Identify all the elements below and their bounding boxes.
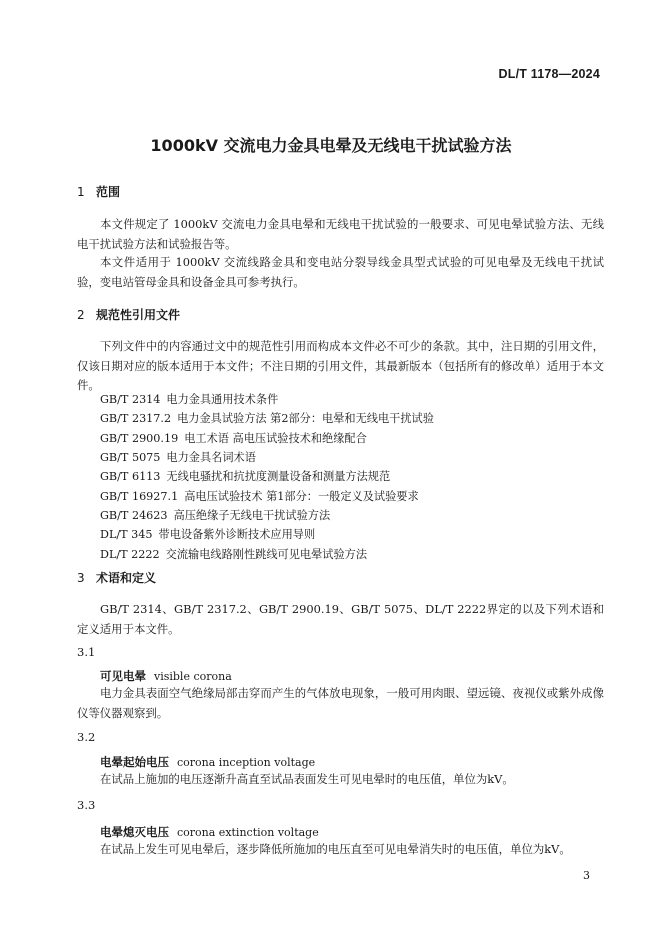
reference-code: GB/T 6113 <box>100 470 161 484</box>
section-number: 2 <box>77 308 85 322</box>
normative-references-intro: 下列文件中的内容通过文中的规范性引用而构成本文件必不可少的条款。其中，注日期的引用文件，仅该日期对应的版本适用于本文件；不注日期的引用文件，其最新版本（包括所有的修改单）适用于本文件。 <box>77 339 604 392</box>
reference-title: 高电压试验技术 第1部分：一般定义及试验要求 <box>184 489 419 503</box>
reference-item <box>100 545 434 564</box>
term-definition: 电力金具表面空气绝缘局部击穿而产生的气体放电现象，一般可用肉眼、望远镜、夜视仪或紫外成像仪等仪器观察到。 <box>77 686 604 720</box>
reference-item <box>100 487 434 506</box>
term-en: visible corona <box>154 670 232 683</box>
reference-title: 电力金具试验方法 第2部分：电晕和无线电干扰试验 <box>177 412 434 426</box>
reference-item <box>100 525 434 544</box>
term-en: corona extinction voltage <box>177 826 319 839</box>
section-2-heading <box>77 306 180 323</box>
reference-title: 带电设备紫外诊断技术应用导则 <box>158 528 316 542</box>
standard-code: DL/T 1178—2024 <box>498 67 600 81</box>
reference-code: GB/T 24623 <box>100 509 168 523</box>
term-zh: 电晕熄灭电压 <box>100 825 169 839</box>
term-heading <box>100 668 232 684</box>
section-number: 1 <box>77 185 85 199</box>
reference-code: GB/T 5075 <box>100 451 161 465</box>
term-heading <box>100 824 319 840</box>
reference-title: 电工术语 高电压试验技术和绝缘配合 <box>184 431 367 445</box>
term-zh: 可见电晕 <box>100 669 146 683</box>
term-number: 3.2 <box>77 730 96 744</box>
reference-title: 电力金具通用技术条件 <box>166 393 279 406</box>
term-number: 3.3 <box>77 798 96 812</box>
reference-code: GB/T 16927.1 <box>100 489 179 503</box>
reference-list <box>100 390 434 564</box>
scope-paragraph-1: 本文件规定了 1000kV 交流电力金具电晕和无线电干扰试验的一般要求、可见电晕试验方法、无线电干扰试验方法和试验报告等。 <box>77 217 604 251</box>
reference-title: 高压绝缘子无线电干扰试验方法 <box>173 509 331 523</box>
reference-code: GB/T 2317.2 <box>100 412 172 426</box>
reference-code: DL/T 2222 <box>100 547 160 561</box>
reference-title: 无线电骚扰和抗扰度测量设备和测量方法规范 <box>166 470 391 484</box>
section-title: 范围 <box>96 185 121 199</box>
section-1-heading <box>77 183 120 200</box>
reference-item <box>100 448 434 467</box>
reference-item <box>100 409 434 428</box>
reference-item <box>100 429 434 448</box>
scope-paragraph-2: 本文件适用于 1000kV 交流线路金具和变电站分裂导线金具型式试验的可见电晕及无线电干扰试验，变电站管母金具和设备金具可参考执行。 <box>77 255 604 289</box>
page-number: 3 <box>583 869 590 882</box>
reference-code: GB/T 2314 <box>100 393 161 406</box>
reference-title: 交流输电线路刚性跳线可见电晕试验方法 <box>165 547 368 561</box>
term-zh: 电晕起始电压 <box>100 755 169 769</box>
reference-code: GB/T 2900.19 <box>100 431 179 445</box>
term-en: corona inception voltage <box>177 756 316 769</box>
document-title: 1000kV 交流电力金具电晕及无线电干扰试验方法 <box>150 136 512 155</box>
term-definition: 在试品上施加的电压逐渐升高直至试品表面发生可见电晕时的电压值，单位为kV。 <box>100 772 514 786</box>
reference-item <box>100 467 434 486</box>
section-number: 3 <box>77 571 85 585</box>
section-title: 术语和定义 <box>96 571 157 585</box>
term-number: 3.1 <box>77 645 96 659</box>
reference-code: DL/T 345 <box>100 528 153 542</box>
terms-intro: GB/T 2314、GB/T 2317.2、GB/T 2900.19、GB/T 5075、DL/T 2222界定的以及下列术语和定义适用于本文件。 <box>77 602 604 636</box>
section-3-heading <box>77 569 156 586</box>
term-definition: 在试品上发生可见电晕后，逐步降低所施加的电压直至可见电晕消失时的电压值，单位为kV。 <box>100 842 571 856</box>
reference-title: 电力金具名词术语 <box>166 451 256 465</box>
term-heading <box>100 754 315 770</box>
reference-item <box>100 506 434 525</box>
reference-item <box>100 390 434 409</box>
section-title: 规范性引用文件 <box>96 308 181 322</box>
